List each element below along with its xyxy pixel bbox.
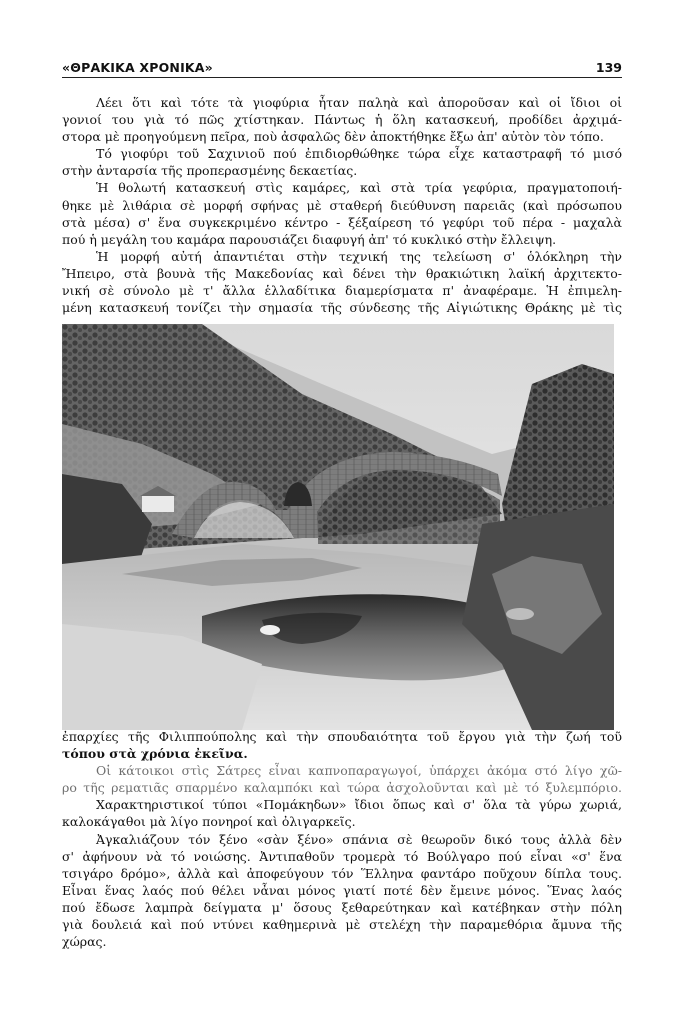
- text-line: Ἀγκαλιάζουν τόν ξένο «σὰν ξένο» σπάνια σὲ θεωροῦν δικό τους ἀλλὰ δὲν: [96, 831, 622, 847]
- text-line: χώρας.: [62, 934, 107, 950]
- text-line: Τό γιοφύρι τοῦ Σαχινιοῦ πού ἐπιδιορθώθηκε τώρα εἶχε καταστραφῆ τό μισό: [96, 146, 622, 162]
- text-line: πού ἡ μεγάλη του καμάρα παρουσιάζει διαφυγή ἀπ' τό κυκλικό στὴν ἔλλειψη.: [62, 231, 557, 247]
- text-line: σ' ἀφήνουν νὰ τό νοιώσης. Ἀντιπαθοῦν τρομερὰ τό Βούλγαρο πού εἶναι «σ' ἕνα: [62, 848, 622, 864]
- text-line: γιὰ δουλειά καὶ πού ντύνει καθημερινὰ μὲ στελέχη τὴν παραμεθόρια ἄμυνα τῆς: [62, 917, 622, 933]
- running-header: [62, 60, 622, 76]
- text-line: Οἱ κάτοικοι στὶς Σάτρες εἶναι καπνοπαραγωγοί, ὑπάρχει ἀκόμα στό λίγο χῶ-: [96, 763, 622, 779]
- text-line: τσιγάρο δρόμο», ἀλλὰ καὶ ἀποφεύγουν τόν Ἕλληνα φαντάρο ποῦχουν δίπλα τους.: [62, 865, 622, 881]
- bridge-photograph: [62, 324, 614, 730]
- text-line: θηκε μὲ λιθάρια σὲ μορφή σφήνας μὲ σταθερή διεύθυνση παρειᾶς (καὶ πρόσωπου: [62, 197, 622, 213]
- text-line: Χαρακτηριστικοί τύποι «Πομάκηδων» ἴδιοι ὅπως καὶ σ' ὅλα τὰ γύρω χωριά,: [96, 797, 622, 813]
- text-line: Ἡ μορφή αὐτή ἀπαντιέται στὴν τεχνική της τελείωση σ' ὁλόκληρη τὴν: [96, 248, 622, 264]
- text-line: νική σὲ σύνολο μὲ τ' ἄλλα ἑλλαδίτικα διαμερίσματα π' ἀναφέραμε. Ἡ ἐπιμελη-: [62, 283, 622, 299]
- text-line: ρο τῆς ρεματιᾶς σπαρμένο καλαμπόκι καὶ τώρα ἀσχολοῦνται καὶ μὲ τό ξυλεμπόριο.: [62, 780, 622, 796]
- text-line: Εἶναι ἕνας λαός πού θέλει νἆναι μόνος γιατί ποτέ δὲν ἔμεινε μόνος. Ἕνας λαός: [62, 882, 622, 898]
- text-line: στὰ μέσα) σ' ἕνα συγκεκριμένο κέντρο - ξέξαίρεση τό γεφύρι τοῦ πέρα - μαχαλὰ: [62, 214, 622, 230]
- header-rule: [62, 77, 622, 78]
- text-line: καλοκάγαθοι μὰ λίγο πονηροί καὶ ὀλιγαρκεῖς.: [62, 814, 356, 830]
- text-line: ἐπαρχίες τῆς Φιλιππούπολης καὶ τὴν σπουδαιότητα τοῦ ἔργου γιὰ τὴν ζωή τοῦ: [62, 729, 622, 744]
- page-number: 139: [595, 60, 622, 75]
- text-line: στορα μὲ προηγούμενη πεῖρα, ποὺ ἀσφαλῶς δὲν ἀποκτήθηκε ἔξω ἀπ' αὐτὸν τὸν τόπο.: [62, 129, 604, 145]
- text-line: γονιοί του γιὰ τό πῶς χτίστηκαν. Πάντως ἡ ὅλη κατασκευή, προδίδει ἀρχιμά-: [62, 112, 622, 128]
- text-line: τόπου στὰ χρόνια ἐκεῖνα.: [62, 746, 248, 762]
- text-line: πού ἔδωσε λαμπρὰ δείγματα μ' ὅσους ξεθαρεύτηκαν καὶ κατέβηκαν στὴν πόλη: [62, 899, 622, 915]
- text-line: Λέει ὅτι καὶ τότε τὰ γιοφύρια ἦταν παληὰ καὶ ἀποροῦσαν καὶ οἱ ἴδιοι οἱ: [96, 95, 622, 110]
- text-line: στὴν ἀνταρσία τῆς προπερασμένης δεκαετίας.: [62, 163, 358, 179]
- text-line: Ἡ θολωτή κατασκευή στὶς καμάρες, καὶ στὰ τρία γεφύρια, πραγματοποιή-: [96, 180, 622, 196]
- body-text-upper: [62, 94, 622, 316]
- text-line: Ἤπειρο, στὰ βουνὰ τῆς Μακεδονίας καὶ δένει τὴν θρακιώτικη λαϊκή ἀρχιτεκτο-: [62, 265, 622, 281]
- body-text-lower: [62, 728, 622, 950]
- text-line: μένη κατασκευή τονίζει τὴν σημασία τῆς σύνδεσης τῆς Αἰγιώτικης Θράκης μὲ τὶς: [62, 300, 622, 316]
- journal-title: «ΘΡΑΚΙΚΑ ΧΡΟΝΙΚΑ»: [62, 60, 213, 75]
